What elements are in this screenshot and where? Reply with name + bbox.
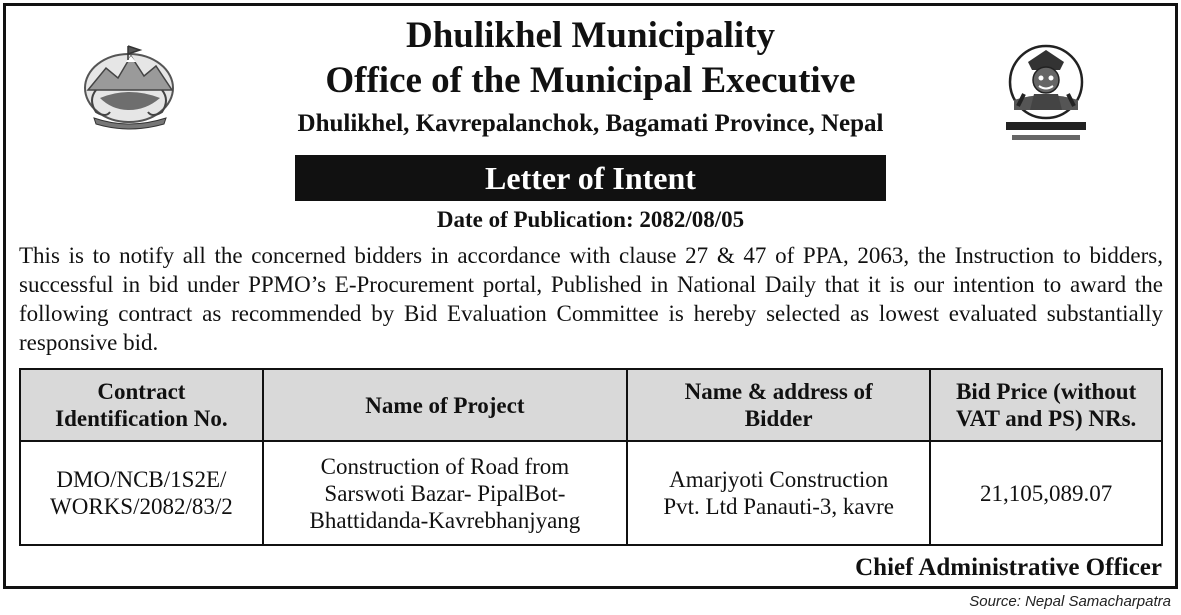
cell-contract-id: DMO/NCB/1S2E/ WORKS/2082/83/2 bbox=[20, 441, 263, 545]
cell-project-name: Construction of Road from Sarswoti Bazar- PipalBot- Bhattidanda-Kavrebhanjyang bbox=[263, 441, 627, 545]
table-row bbox=[20, 441, 1162, 545]
header-bidder: Name & address of Bidder bbox=[627, 369, 930, 441]
letter-of-intent-banner: Letter of Intent bbox=[295, 155, 886, 201]
publication-date: Date of Publication: 2082/08/05 bbox=[436, 207, 745, 232]
signatory-title: Chief Administrative Officer bbox=[855, 554, 1162, 581]
cell-bidder: Amarjyoti Construction Pvt. Ltd Panauti-3, kavre bbox=[627, 441, 930, 545]
header-contract-id: Contract Identification No. bbox=[20, 369, 263, 441]
office-name: Office of the Municipal Executive bbox=[325, 60, 856, 101]
intro-paragraph: This is to notify all the concerned bidders in accordance with clause 27 & 47 of PPA, 2063, the Instruction to bidders, successful in bid under PPMO’s E-Procurement portal, Published in National Daily that it is our intention to award the following contract as recommended by Bid Evaluation Committee is hereby selected as lowest evaluated substantially responsive bid. bbox=[19, 243, 1163, 355]
office-address: Dhulikhel, Kavrepalanchok, Bagamati Province, Nepal bbox=[297, 110, 884, 137]
bid-table bbox=[19, 368, 1163, 546]
cell-bid-price: 21,105,089.07 bbox=[930, 441, 1162, 545]
bid-table-header-row bbox=[20, 369, 1162, 441]
municipality-name: Dhulikhel Municipality bbox=[405, 15, 776, 56]
header-project-name: Name of Project bbox=[263, 369, 627, 441]
header-bid-price: Bid Price (without VAT and PS) NRs. bbox=[930, 369, 1162, 441]
source-credit: Source: Nepal Samacharpatra bbox=[969, 593, 1171, 610]
